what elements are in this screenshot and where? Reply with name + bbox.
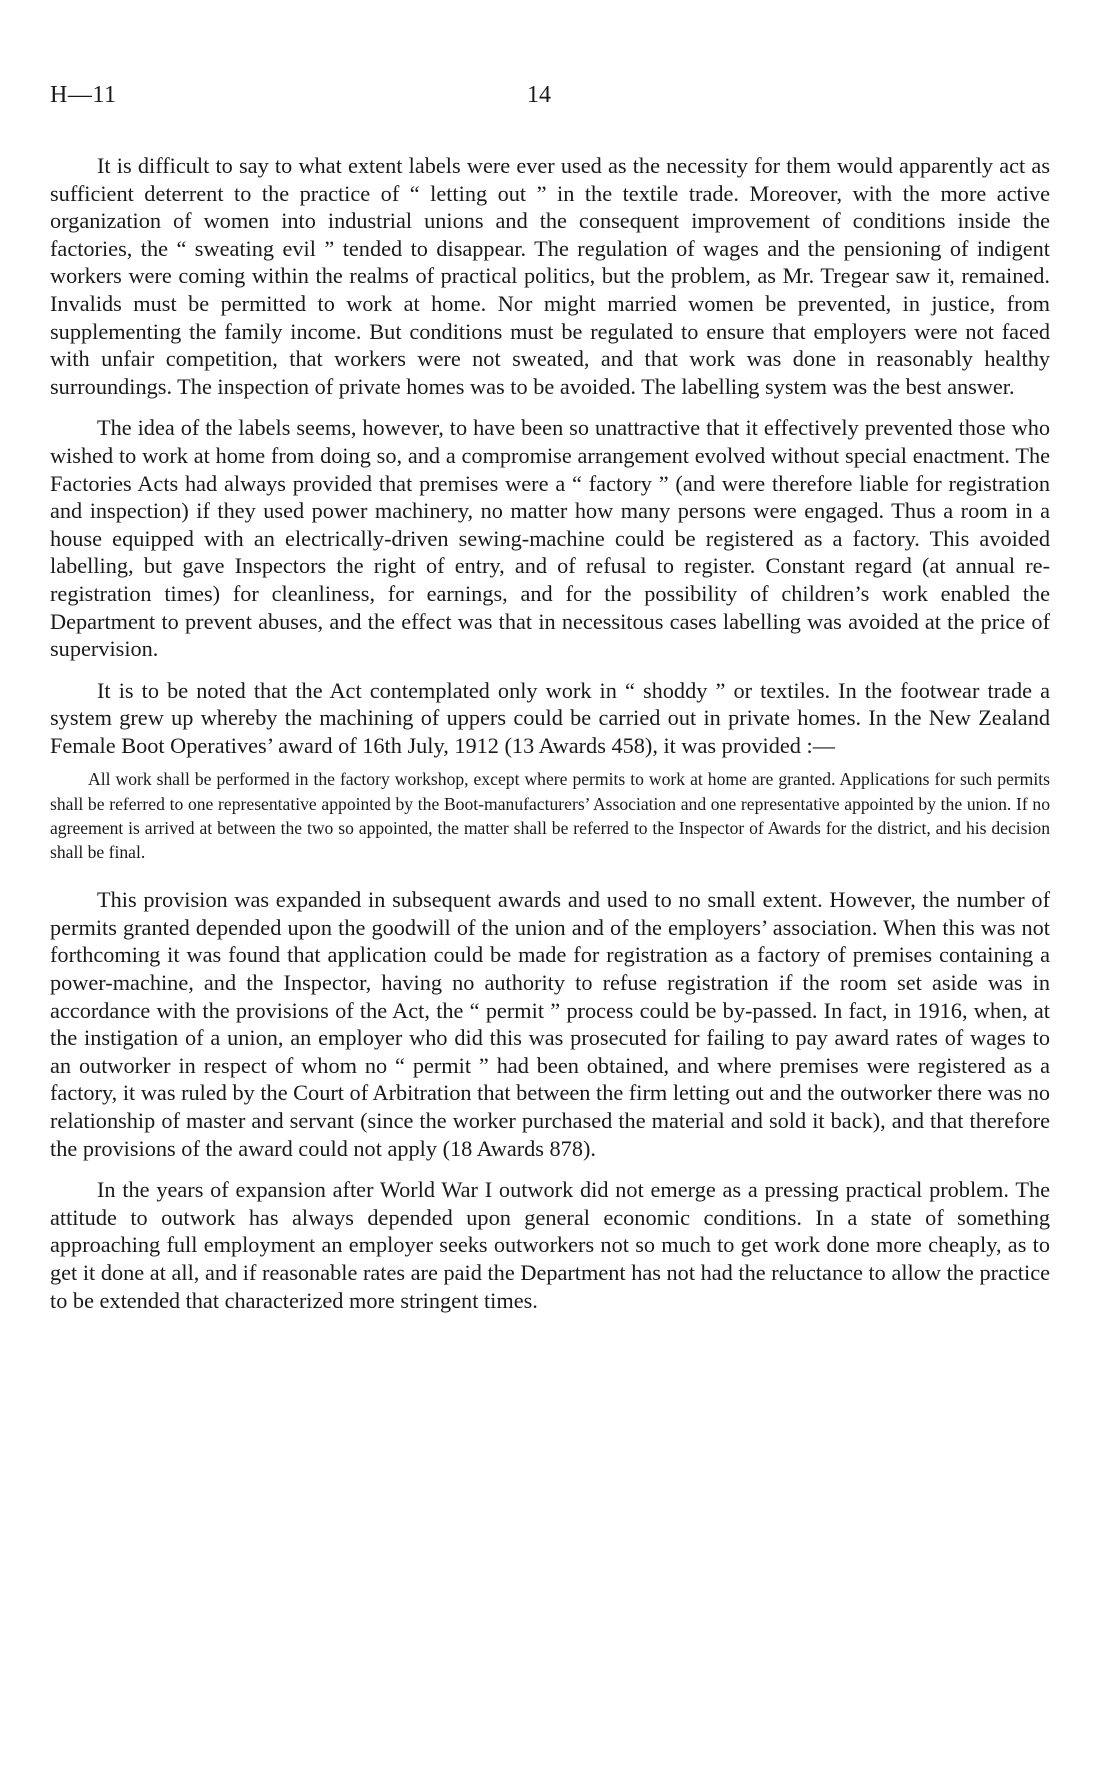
paragraph-expansion: In the years of expansion after World War I outwork did not emerge as a pressing practical problem. The attitude to outwork has always depended upon general economic conditions. In a state of something approaching full employment an employer seeks outworkers not so much to get work done more cheaply, as to get it done at all, and if reasonable rates are paid the Department has not had the reluctance to allow the practice to be extended that characterized more stringent times. <box>50 1177 1050 1313</box>
award-quotation: All work shall be performed in the factory workshop, except where permits to work at home are granted. Applications for such permits shall be referred to one representative appointed by the Boot-manufacturers’ Association and one representative appointed by the union. If no agreement is arrived at between the two so appointed, the matter shall be referred to the Inspector of Awards for the district, and his decision shall be final. <box>50 769 1050 863</box>
paragraph-footwear: It is to be noted that the Act contemplated only work in “ shoddy ” or textiles. In the footwear trade a system grew up whereby the machining of uppers could be carried out in private homes. In the New Zealand Female Boot Operatives’ award of 16th July, 1912 (13 Awards 458), it was provided :— <box>50 677 1050 758</box>
document-reference: H—11 <box>50 82 117 108</box>
page-header <box>50 82 1050 122</box>
paragraph-labels: It is difficult to say to what extent labels were ever used as the necessity for them would apparently act as sufficient deterrent to the practice of “ letting out ” in the textile trade. Moreover, with the more active organization of women into industrial unions and the consequent improvement of conditions inside the factories, the “ sweating evil ” tended to disappear. The regulation of wages and the pensioning of indigent workers were coming within the realms of practical politics, but the problem, as Mr. Tregear saw it, remained. Invalids must be permitted to work at home. Nor might married women be prevented, in justice, from supplementing the family income. But conditions must be regulated to ensure that employers were not faced with unfair competition, that workers were not sweated, and that work was done in reasonably healthy surroundings. The inspection of private homes was to be avoided. The labelling system was the best answer. <box>50 153 1050 399</box>
page-number: 14 <box>527 82 551 108</box>
paragraph-compromise: The idea of the labels seems, however, to have been so unattractive that it effectively prevented those who wished to work at home from doing so, and a compromise arrangement evolved without special enactment. The Factories Acts had always provided that premises were a “ factory ” (and were therefore liable for registration and inspection) if they used power machinery, no matter how many persons were engaged. Thus a room in a house equipped with an electrically-driven sewing-machine could be registered as a factory. This avoided labelling, but gave Inspectors the right of entry, and of refusal to register. Constant regard (at annual re-registration times) for cleanliness, for earnings, and for the possibility of children’s work enabled the Department to prevent abuses, and the effect was that in necessitous cases labelling was avoided at the price of supervision. <box>50 415 1050 662</box>
body-text <box>50 152 1050 1314</box>
paragraph-permits: This provision was expanded in subsequent awards and used to no small extent. However, the number of permits granted depended upon the goodwill of the union and of the employers’ association. When this was not forthcoming it was found that application could be made for registration as a factory of premises containing a power-machine, and the Inspector, having no authority to refuse registration if the room set aside was in accordance with the provisions of the Act, the “ permit ” process could be by-passed. In fact, in 1916, when, at the instigation of a union, an employer who did this was prosecuted for failing to pay award rates of wages to an outworker in respect of whom no “ permit ” had been obtained, and where premises were registered as a factory, it was ruled by the Court of Arbitration that between the firm letting out and the outworker there was no relationship of master and servant (since the worker purchased the material and sold it back), and that therefore the provisions of the award could not apply (18 Awards 878). <box>50 887 1050 1161</box>
document-page <box>50 82 1050 1328</box>
